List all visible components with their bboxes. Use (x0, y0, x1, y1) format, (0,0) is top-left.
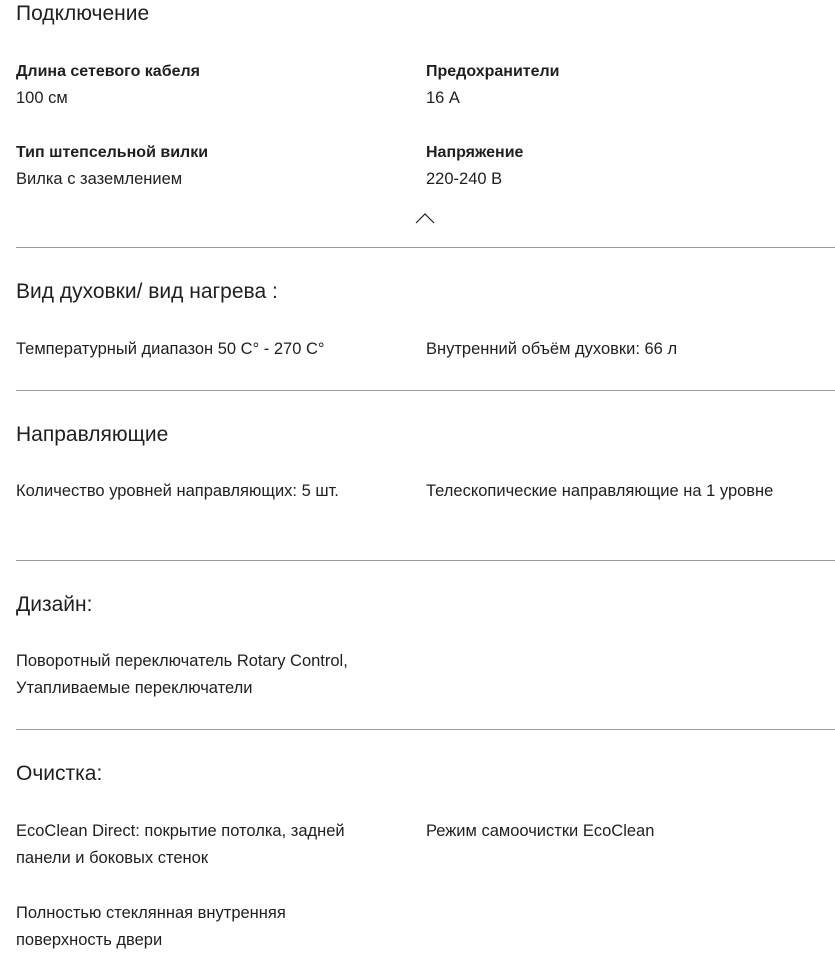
ecoclean-direct: EcoClean Direct: покрытие потолка, задней панели и боковых стенок (16, 822, 345, 867)
plug-type-label: Тип штепсельной вилки (16, 144, 209, 161)
fuses-label: Предохранители (426, 63, 560, 80)
section-divider (16, 560, 835, 561)
oven-volume: Внутренний объём духовки: 66 л (426, 340, 678, 358)
section-divider (16, 247, 835, 248)
design-title: Дизайн: (16, 593, 93, 616)
plug-type-value: Вилка с заземлением (16, 170, 183, 188)
section-divider (16, 390, 835, 391)
voltage-value: 220-240 В (426, 170, 503, 188)
chevron-up-icon[interactable] (413, 209, 437, 227)
temperature-range: Температурный диапазон 50 C° - 270 C° (16, 340, 325, 358)
rail-levels: Количество уровней направляющих: 5 шт. (16, 482, 339, 500)
section-divider (16, 729, 835, 730)
design-controls: Поворотный переключатель Rotary Control, Утапливаемые переключатели (16, 652, 348, 697)
fuses-value: 16 А (426, 89, 460, 107)
rails-title: Направляющие (16, 423, 169, 446)
glass-door-surface: Полностью стеклянная внутренняя поверхность двери (16, 904, 286, 949)
voltage-label: Напряжение (426, 144, 524, 161)
oven-type-title: Вид духовки/ вид нагрева : (16, 280, 278, 303)
cleaning-title: Очистка: (16, 762, 103, 785)
connection-title: Подключение (16, 2, 150, 25)
cable-length-value: 100 см (16, 89, 68, 107)
telescopic-rails: Телескопические направляющие на 1 уровне (426, 482, 774, 500)
self-cleaning-mode: Режим самоочистки EcoClean (426, 822, 655, 840)
cable-length-label: Длина сетевого кабеля (16, 63, 200, 80)
